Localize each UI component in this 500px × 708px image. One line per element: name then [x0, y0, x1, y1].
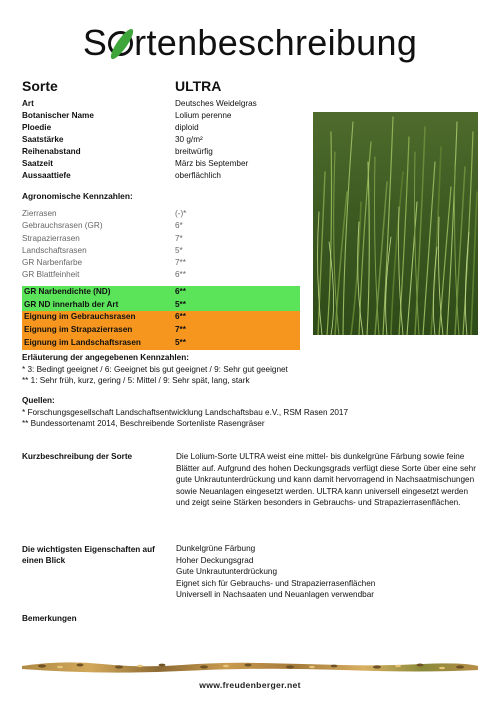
kennzahl-value: 7**	[175, 325, 186, 335]
list-item: Hoher Deckungsgrad	[176, 555, 254, 565]
properties-table	[22, 98, 312, 182]
kennzahl-key: Zierrasen	[22, 209, 57, 218]
title-suffix: rtenbeschreibung	[134, 22, 418, 63]
kennzahl-key: Strapazierrasen	[22, 233, 80, 243]
property-row	[22, 134, 312, 146]
kennzahl-value: 7**	[175, 258, 186, 268]
property-key: Saatzeit	[22, 159, 53, 168]
property-value: 30 g/m²	[175, 135, 203, 144]
properties-overview-list	[176, 543, 476, 601]
highlight-row-green	[22, 286, 300, 299]
property-key: Aussaattiefe	[22, 171, 71, 180]
kennzahl-row	[22, 245, 300, 257]
property-value: Lolium perenne	[175, 111, 232, 120]
sorte-row	[22, 78, 478, 96]
grass-photo	[313, 112, 478, 335]
list-item: Eignet sich für Gebrauchs- und Strapazierrasenflächen	[176, 578, 376, 588]
legend-line: * 3: Bedingt geeignet / 6: Geeignet bis gut geeignet / 9: Sehr gut geeignet	[22, 364, 288, 374]
kennzahl-key: GR ND innerhalb der Art	[24, 299, 119, 309]
kennzahl-value: 6*	[175, 221, 183, 231]
kennzahl-key: Landschaftsrasen	[22, 245, 87, 255]
grass-blades-image	[313, 112, 478, 335]
footer-url: www.freudenberger.net	[199, 680, 301, 690]
seed-banner-image	[22, 657, 478, 673]
property-value: oberflächlich	[175, 171, 221, 180]
property-value: Deutsches Weidelgras	[175, 99, 257, 108]
sorte-label: Sorte	[22, 78, 58, 94]
kennzahl-key: GR Narbenfarbe	[22, 258, 83, 268]
source-line: ** Bundessortenamt 2014, Beschreibende Sortenliste Rasengräser	[22, 419, 265, 428]
kennzahl-row	[22, 269, 300, 281]
kennzahl-value: 7*	[175, 233, 183, 243]
sources-heading: Quellen:	[22, 396, 55, 405]
agronomic-heading: Agronomische Kennzahlen:	[22, 191, 133, 201]
property-row	[22, 98, 312, 110]
highlight-row-green	[22, 299, 300, 312]
seeds-decoration	[22, 657, 478, 673]
kennzahl-key: Gebrauchsrasen (GR)	[22, 221, 103, 231]
list-item: Universell in Nachsaaten und Neuanlagen verwendbar	[176, 590, 374, 600]
kennzahl-value: 6**	[175, 312, 186, 322]
source-line: * Forschungsgesellschaft Landschaftsentwicklung Landschaftsbau e.V., RSM Rasen 2017	[22, 407, 349, 417]
remarks-label: Bemerkungen	[22, 614, 77, 623]
property-value: März bis September	[175, 159, 249, 168]
description-label: Kurzbeschreibung der Sorte	[22, 452, 133, 461]
property-row	[22, 110, 312, 122]
property-row	[22, 122, 312, 134]
property-value: breitwürfig	[175, 147, 213, 156]
properties-overview-label: Die wichtigsten Eigenschaften auf einen Blick	[22, 545, 155, 565]
highlight-row-orange	[22, 311, 300, 324]
sorte-value: ULTRA	[175, 78, 222, 94]
list-item: Gute Unkrautunterdrückung	[176, 567, 278, 577]
property-key: Reihenabstand	[22, 147, 81, 156]
property-key: Botanischer Name	[22, 111, 94, 120]
kennzahl-value: 6**	[175, 270, 186, 280]
property-key: Saatstärke	[22, 135, 64, 144]
property-key: Art	[22, 99, 34, 108]
kennzahl-value: 5**	[175, 337, 186, 347]
kennzahl-key: Eignung im Landschaftsrasen	[24, 337, 141, 347]
kennzahl-row	[22, 233, 300, 245]
kennzahl-row	[22, 257, 300, 269]
property-row	[22, 170, 312, 182]
kennzahl-row	[22, 208, 300, 220]
description-text: Die Lolium-Sorte ULTRA weist eine mittel- bis dunkelgrüne Färbung sowie feine Blätter auf. Aufgrund des hohen Deckungsgrads verfügt diese Sorte über eine sehr gute Unkrautunterdrückung und kann damit hervorragend in Nachsaatmischungen sowie Neuanlagen eingesetzt werden. ULTRA kann universell eingesetzt werden und zeigt seine Stärken besonders in Gebrauchs- und Strapazierrasenflächen.	[176, 452, 476, 508]
highlight-row-orange	[22, 324, 300, 337]
title-prefix: S	[82, 22, 108, 63]
sources-section	[22, 395, 482, 430]
kennzahl-value: (-)*	[175, 209, 187, 218]
kennzahl-row	[22, 220, 300, 232]
kennzahl-value: 6**	[175, 286, 186, 296]
property-row	[22, 146, 312, 158]
legend-line: ** 1: Sehr früh, kurz, gering / 5: Mittel / 9: Sehr spät, lang, stark	[22, 376, 250, 385]
leaf-logo-icon	[108, 31, 133, 56]
kennzahl-key: GR Narbendichte (ND)	[24, 286, 111, 296]
kennzahl-key: Eignung im Strapazierrasen	[24, 325, 133, 335]
legend-section	[22, 352, 482, 387]
kennzahl-key: Eignung im Gebrauchsrasen	[24, 312, 136, 322]
kennzahl-value: 5*	[175, 245, 183, 255]
list-item: Dunkelgrüne Färbung	[176, 544, 256, 553]
kennzahl-value: 5**	[175, 299, 186, 309]
property-value: diploid	[175, 123, 199, 132]
kennzahlen-table	[22, 208, 300, 350]
property-row	[22, 158, 312, 170]
highlight-row-orange	[22, 337, 300, 350]
legend-heading: Erläuterung der angegebenen Kennzahlen:	[22, 353, 189, 362]
property-key: Ploedie	[22, 123, 52, 132]
document-title	[0, 22, 500, 64]
kennzahl-key: GR Blattfeinheit	[22, 270, 80, 280]
